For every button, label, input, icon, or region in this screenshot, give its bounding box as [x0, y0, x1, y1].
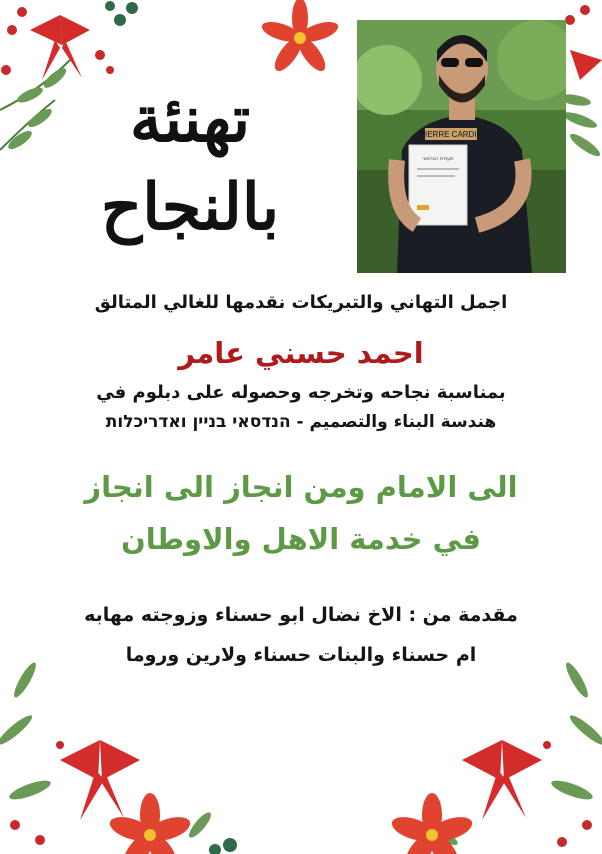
- graduate-name: احمد حسني عامر: [178, 336, 424, 370]
- wish-line-1: الى الامام ومن انجاز الى انجاز: [84, 470, 518, 504]
- wish-line-2: في خدمة الاهل والاوطان: [121, 522, 481, 556]
- certificate-text: תעודת הנדסאי: [422, 156, 454, 162]
- intro-text: اجمل التهاني والتبريكات نقدمها للغالي المتالق: [94, 292, 508, 313]
- shirt-logo-text: PIERRE CARDIN: [419, 130, 483, 139]
- from-line-1: مقدمة من : الاخ نضال ابو حسناء وزوجته مهابه: [84, 604, 518, 626]
- floral-corner-bottom-right-decoration: [362, 620, 602, 854]
- occasion-line-1: بمناسبة نجاحه وتخرجه وحصوله على دبلوم في: [96, 382, 506, 403]
- occasion-line-2: هندسة البناء والتصميم - הנדסאי בניין ואדריכלות: [105, 412, 497, 432]
- floral-corner-bottom-left-decoration: [0, 620, 240, 854]
- heading-line-1: تهنئة: [129, 82, 251, 157]
- heading-line-2: بالنجاح: [100, 170, 280, 245]
- poinsettia-top-decoration: [255, 0, 345, 75]
- from-line-2: ام حسناء والبنات حسناء ولارين وروما: [125, 644, 477, 666]
- graduate-photo: [357, 20, 566, 273]
